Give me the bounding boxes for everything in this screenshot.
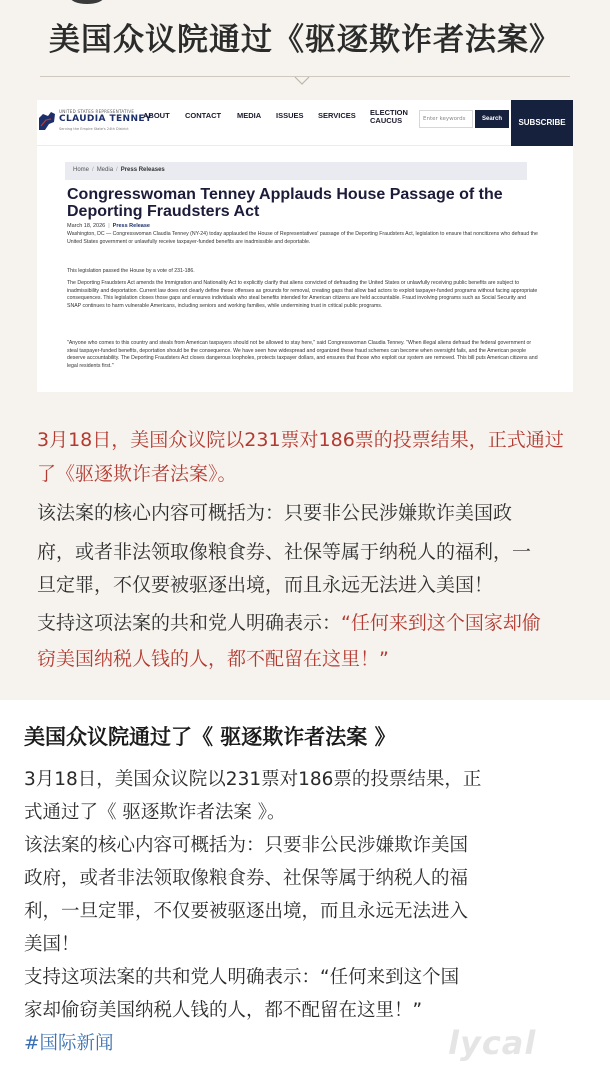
nav-issues: ISSUES bbox=[276, 111, 304, 120]
hashtag-link[interactable]: #国际新闻 bbox=[24, 1033, 114, 1054]
hero-title: 美国众议院通过《驱逐欺诈者法案》 bbox=[49, 22, 561, 58]
article-p3-line2: 家却偷窃美国纳税人钱的人，都不配留在这里！” bbox=[24, 1000, 423, 1021]
press-release-meta: March 18, 2026 | Press Release bbox=[67, 223, 150, 229]
breadcrumb-home: Home bbox=[73, 167, 90, 173]
logo-subtitle: Serving the Empire State's 24th District bbox=[59, 127, 129, 131]
nav-media: MEDIA bbox=[237, 111, 262, 120]
press-release-headline: Congresswoman Tenney Applauds House Passage of the Deporting Fraudsters Act bbox=[67, 186, 503, 220]
logo-name: CLAUDIA TENNEY bbox=[59, 114, 152, 124]
search-button: Search bbox=[475, 110, 509, 128]
caption-core-line1: 该法案的核心内容可概括为：只要非公民涉嫌欺诈美国政 bbox=[37, 502, 513, 524]
article-p2-line4: 美国！ bbox=[24, 934, 80, 955]
avatar-fragment bbox=[70, 0, 104, 4]
nav-about: ABOUT bbox=[143, 111, 170, 120]
breadcrumb-current: Press Releases bbox=[120, 167, 165, 173]
nav-election-line2: CAUCUS bbox=[370, 116, 403, 125]
caption-date-line2: 了《驱逐欺诈者法案》。 bbox=[37, 463, 237, 485]
breadcrumb: Home / Media / Press Releases bbox=[65, 162, 527, 180]
press-release-screenshot bbox=[37, 100, 573, 392]
press-release-paragraph: Washington, DC — Congresswoman Claudia Tenney (NY-24) today applauded the House of Representatives' passage of the Deporting Fraudsters Act, legislation to ensure that noncitizens who defraud the United States government or unlawfully receive taxpayer-funded benefits are inadmissible and deportable. bbox=[67, 231, 538, 245]
caption-support-prefix: 支持这项法案的共和党人明确表示： bbox=[37, 612, 342, 634]
ny-state-logo-icon bbox=[37, 110, 57, 132]
caption-core-line2: 府，或者非法领取像粮食券、社保等属于纳税人的福利，一 bbox=[37, 541, 532, 563]
search-input: Enter keywords bbox=[419, 110, 473, 128]
nav-contact: CONTACT bbox=[185, 111, 222, 120]
nav-election-line1: ELECTION bbox=[370, 108, 408, 117]
article-p2-line3: 利，一旦定罪，不仅要被驱逐出境，而且永远无法进入 bbox=[24, 901, 469, 922]
caption-support-line2: 窃美国纳税人钱的人，都不配留在这里！” bbox=[37, 648, 389, 670]
article-p1-line1: 3月18日，美国众议院以231票对186票的投票结果，正 bbox=[24, 769, 482, 790]
site-nav bbox=[37, 100, 573, 146]
breadcrumb-media: Media bbox=[96, 167, 114, 173]
article-p2-line1: 该法案的核心内容可概括为：只要非公民涉嫌欺诈美国 bbox=[24, 835, 469, 856]
article-p3-line1: 支持这项法案的共和党人明确表示：“任何来到这个国 bbox=[24, 967, 460, 988]
article-p2-line2: 政府，或者非法领取像粮食券、社保等属于纳税人的福 bbox=[24, 868, 469, 889]
watermark: lycal bbox=[448, 1024, 537, 1062]
press-release-category: Press Release bbox=[112, 223, 150, 229]
article-title: 美国众议院通过了《 驱逐欺诈者法案 》 bbox=[24, 725, 396, 749]
chevron-down-icon bbox=[293, 72, 311, 90]
press-release-paragraph: The Deporting Fraudsters Act amends the Immigration and Nationality Act to explicitly clarify that aliens convicted of defrauding the United States or unlawfully receiving public benefits are subject to inadmissibility and deportation. Current law does not clearly define these offenses as grounds for removal, creating gaps that allow bad actors to exploit taxpayer-funded programs without facing appropriate consequences. This legislation closes those gaps and ensures individuals who steal benefits intended for American citizens are held accountable. Fraud involving programs such as Social Security and SNAP continues to harm vulnerable Americans, including seniors and working families, while undermining trust in critical public programs. bbox=[67, 280, 538, 309]
nav-services: SERVICES bbox=[318, 111, 356, 120]
caption-date-line1: 3月18日，美国众议院以231票对186票的投票结果，正式通过 bbox=[37, 429, 564, 451]
caption-support-line1 bbox=[37, 606, 577, 640]
nav-election-caucus bbox=[370, 109, 408, 125]
press-release-paragraph: This legislation passed the House by a vote of 231-186. bbox=[67, 268, 195, 274]
press-release-paragraph: "Anyone who comes to this country and steals from American taxpayers should not be allowed to stay here," said Congresswoman Claudia Tenney. "When illegal aliens defraud the federal government or steal taxpayer-funded benefits, deportation should be the consequence. We have seen how widespread and organized these fraud schemes can become when oversight fails, and the American people deserve accountability. The Deporting Fraudsters Act closes dangerous loopholes, protects taxpayer dollars, and ensures that those who exploit our system are removed. This bill puts American citizens and legal residents first." bbox=[67, 340, 538, 369]
caption-support-quote: “任何来到这个国家却偷 bbox=[341, 612, 541, 634]
press-release-date: March 18, 2026 bbox=[67, 223, 106, 229]
caption-core-line3: 旦定罪，不仅要被驱逐出境，而且永远无法进入美国！ bbox=[37, 574, 494, 596]
article-p1-line2: 式通过了《 驱逐欺诈者法案 》。 bbox=[24, 802, 286, 823]
logo-caption: UNITED STATES REPRESENTATIVE bbox=[59, 109, 135, 114]
subscribe-button: SUBSCRIBE bbox=[511, 100, 573, 146]
